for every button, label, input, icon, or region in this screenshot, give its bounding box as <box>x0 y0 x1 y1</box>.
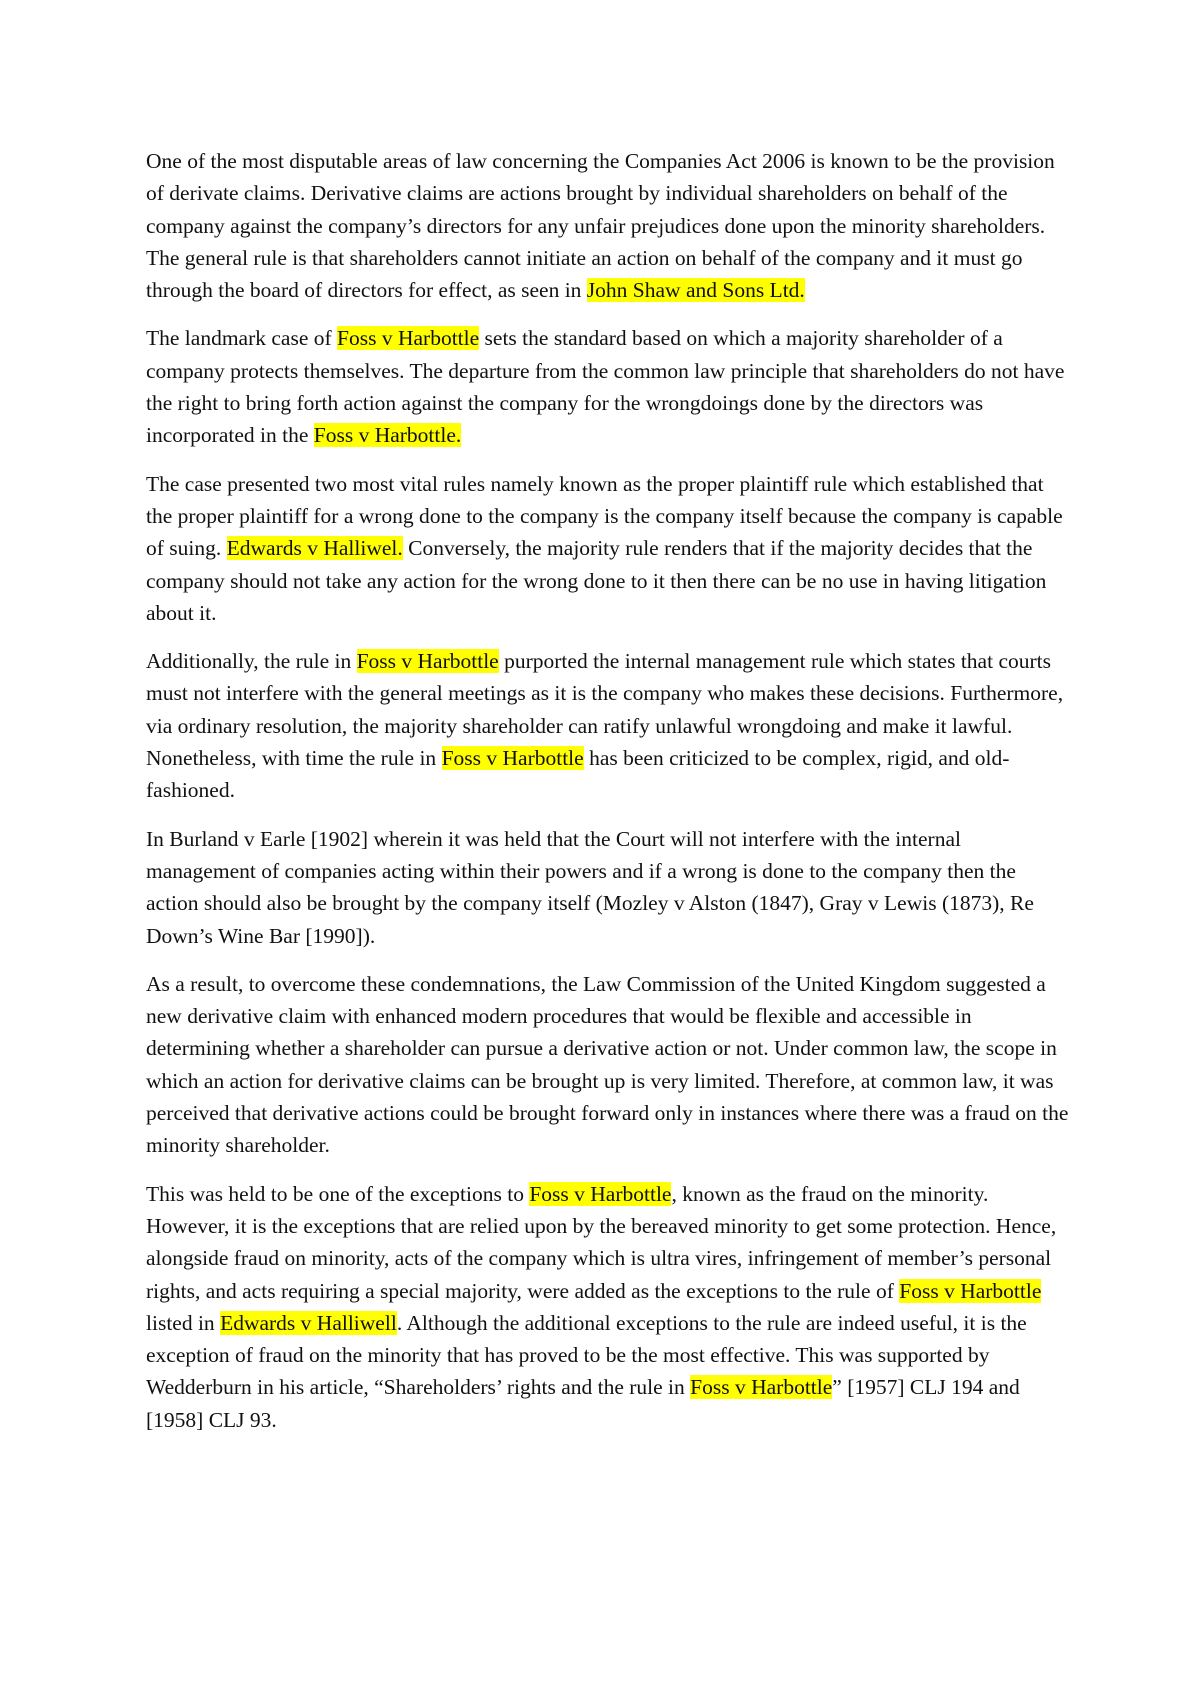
highlighted-case-citation: Foss v Harbottle <box>899 1278 1042 1303</box>
paragraph <box>146 645 1071 806</box>
paragraph-text: The landmark case of <box>146 326 338 351</box>
paragraph-text: sets the standard based on which a majority shareholder of a company protects themselves. The departure from the common law principle that shareholders do not have the right to bring forth action against the company for the wrongdoings done by the directors was incorporated in the <box>146 326 1065 448</box>
paragraph <box>146 322 1071 451</box>
paragraph-text: In Burland v Earle [1902] wherein it was held that the Court will not interfere with the internal management of companies acting within their powers and if a wrong is done to the company then the action should also be brought by the company itself (Mozley v Alston (1847), Gray v Lewis (1873), Re Down’s Wine Bar [1990]). <box>146 826 1034 948</box>
paragraph-text: purported the internal management rule which states that courts must not interfere with the general meetings as it is the company who makes these decisions. Furthermore, via ordinary resolution, the majority shareholder can ratify unlawful wrongdoing and make it lawful. Nonetheless, with time the rule in <box>146 649 1064 771</box>
highlighted-case-citation: Foss v Harbottle <box>441 746 584 771</box>
paragraph <box>146 468 1071 629</box>
paragraph <box>146 823 1071 952</box>
paragraph-text: has been criticized to be complex, rigid, and old-fashioned. <box>146 746 1010 803</box>
paragraph-text: . Although the additional exceptions to the rule are indeed useful, it is the exception of fraud on the minority that has proved to be the most effective. This was supported by Wedderburn in his article, “Shareholders’ rights and the rule in <box>146 1310 1027 1400</box>
paragraph-text: This was held to be one of the exceptions to <box>146 1181 530 1206</box>
highlighted-case-citation: John Shaw and Sons Ltd. <box>586 278 805 303</box>
paragraph-text: , known as the fraud on the minority. However, it is the exceptions that are relied upon by the bereaved minority to get some protection. Hence, alongside fraud on minority, acts of the company which is ultra vires, infringement of member’s personal rights, and acts requiring a special majority, were added as the exceptions to the rule of <box>146 1181 1057 1303</box>
paragraph-text: ” [1957] CLJ 194 and [1958] CLJ 93. <box>146 1375 1020 1432</box>
paragraph <box>146 145 1071 306</box>
paragraph-text: Additionally, the rule in <box>146 649 357 674</box>
highlighted-case-citation: Edwards v Halliwell <box>220 1310 397 1335</box>
paragraph <box>146 968 1071 1162</box>
highlighted-case-citation: Foss v Harbottle. <box>313 423 462 448</box>
paragraph-text: One of the most disputable areas of law concerning the Companies Act 2006 is known to be the provision of derivate claims. Derivative claims are actions brought by individual shareholders on behalf of the company against the company’s directors for any unfair prejudices done upon the minority shareholders. The general rule is that shareholders cannot initiate an action on behalf of the company and it must go through the board of directors for effect, as seen in <box>146 149 1055 303</box>
paragraph-text: The case presented two most vital rules namely known as the proper plaintiff rule which established that the proper plaintiff for a wrong done to the company is the company itself because the company is capable of suing. <box>146 471 1063 561</box>
highlighted-case-citation: Foss v Harbottle <box>337 326 480 351</box>
highlighted-case-citation: Foss v Harbottle <box>690 1375 833 1400</box>
highlighted-case-citation: Edwards v Halliwel. <box>226 536 403 561</box>
paragraph-text: As a result, to overcome these condemnations, the Law Commission of the United Kingdom suggested a new derivative claim with enhanced modern procedures that would be flexible and accessible in determining whether a shareholder can pursue a derivative action or not. Under common law, the scope in which an action for derivative claims can be brought up is very limited. Therefore, at common law, it was perceived that derivative actions could be brought forward only in instances where there was a fraud on the minority shareholder. <box>146 971 1069 1158</box>
paragraph <box>146 1178 1071 1436</box>
highlighted-case-citation: Foss v Harbottle <box>529 1181 672 1206</box>
paragraph-text: Conversely, the majority rule renders that if the majority decides that the company should not take any action for the wrong done to it then there can be no use in having litigation about it. <box>146 536 1047 625</box>
paragraph-text: listed in <box>146 1310 221 1335</box>
highlighted-case-citation: Foss v Harbottle <box>356 649 499 674</box>
document-body <box>146 145 1071 1452</box>
